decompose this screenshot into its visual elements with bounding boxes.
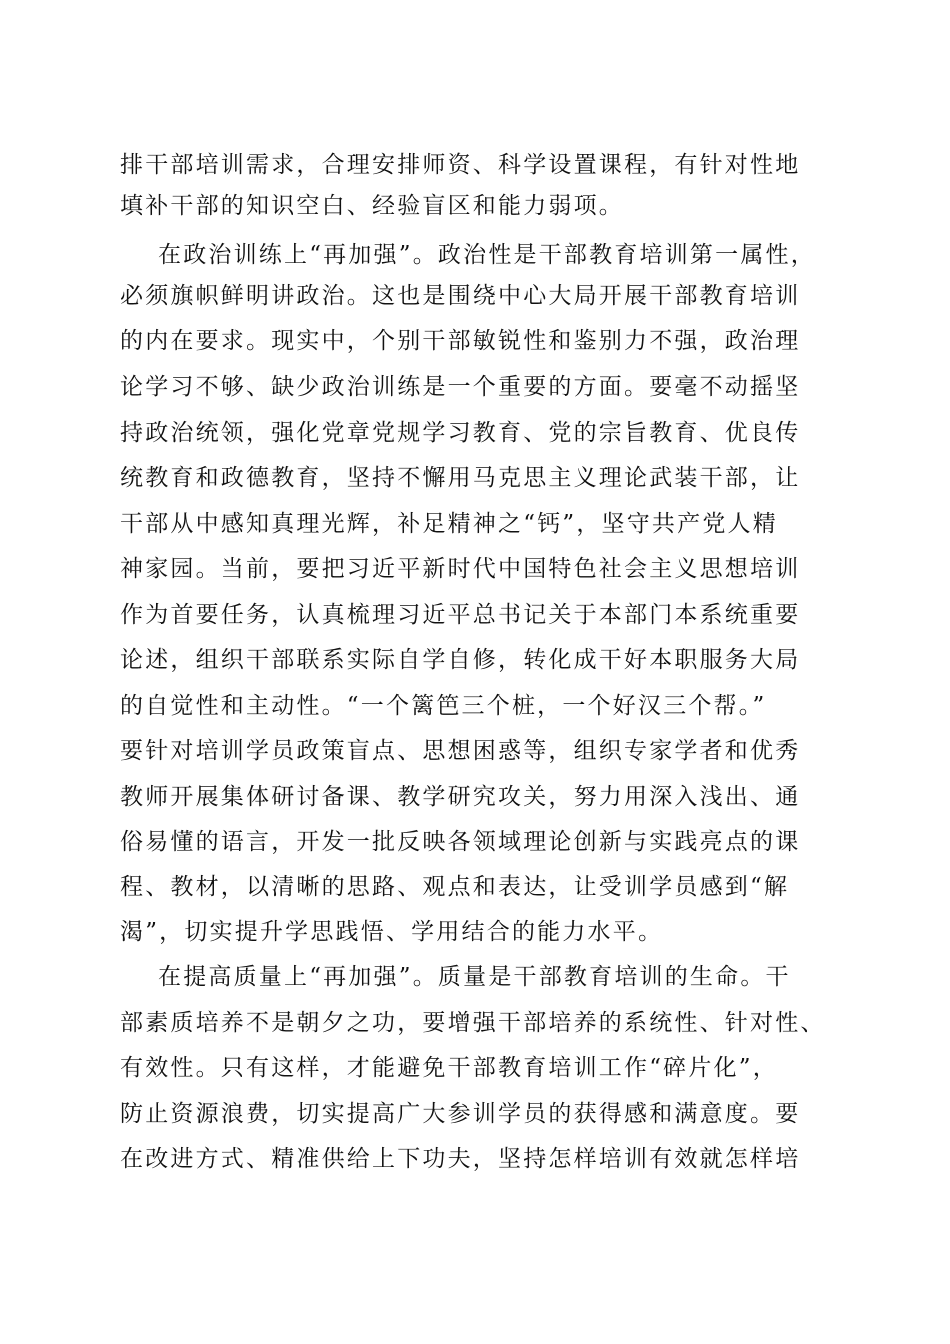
text-line: 要针对培训学员政策盲点、思想困惑等，组织专家学者和优秀	[120, 738, 801, 764]
text-line: 神家园。当前，要把习近平新时代中国特色社会主义思想培训	[120, 556, 801, 582]
text-line: 作为首要任务，认真梳理习近平总书记关于本部门本系统重要	[120, 602, 801, 628]
text-line: 填补干部的知识空白、经验盲区和能力弱项。	[120, 193, 624, 219]
text-line: 论述，组织干部联系实际自学自修，转化成干好本职服务大局	[120, 647, 801, 673]
text-line: 在改进方式、精准供给上下功夫，坚持怎样培训有效就怎样培	[120, 1146, 801, 1172]
paragraph-start-line: 在提高质量上“再加强”。质量是干部教育培训的生命。干	[158, 964, 791, 990]
text-line: 程、教材，以清晰的思路、观点和表达，让受训学员感到“解	[120, 874, 790, 900]
text-line: 有效性。只有这样，才能避免干部教育培训工作“碎片化”，	[120, 1055, 778, 1081]
text-line: 部素质培养不是朝夕之功，要增强干部培养的系统性、针对性、	[120, 1010, 826, 1036]
text-line: 排干部培训需求，合理安排师资、科学设置课程，有针对性地	[120, 152, 801, 178]
text-line: 论学习不够、缺少政治训练是一个重要的方面。要毫不动摇坚	[120, 374, 801, 400]
text-line: 统教育和政德教育，坚持不懈用马克思主义理论武装干部，让	[120, 465, 801, 491]
text-line: 教师开展集体研讨备课、教学研究攻关，努力用深入浅出、通	[120, 784, 801, 810]
text-line: 渴”，切实提升学思践悟、学用结合的能力水平。	[120, 919, 664, 945]
text-line: 必须旗帜鲜明讲政治。这也是围绕中心大局开展干部教育培训	[120, 283, 801, 309]
text-line: 俗易懂的语言，开发一批反映各领域理论创新与实践亮点的课	[120, 829, 801, 855]
text-line: 的内在要求。现实中，个别干部敏锐性和鉴别力不强，政治理	[120, 328, 801, 354]
text-line: 防止资源浪费，切实提高广大参训学员的获得感和满意度。要	[120, 1101, 801, 1127]
paragraph-start-line: 在政治训练上“再加强”。政治性是干部教育培训第一属性，	[158, 242, 816, 268]
text-line: 持政治统领，强化党章党规学习教育、党的宗旨教育、优良传	[120, 420, 801, 446]
text-line: 的自觉性和主动性。“一个篱笆三个桩，一个好汉三个帮。”	[120, 693, 767, 719]
text-line: 干部从中感知真理光辉，补足精神之“钙”，坚守共产党人精	[120, 511, 778, 537]
